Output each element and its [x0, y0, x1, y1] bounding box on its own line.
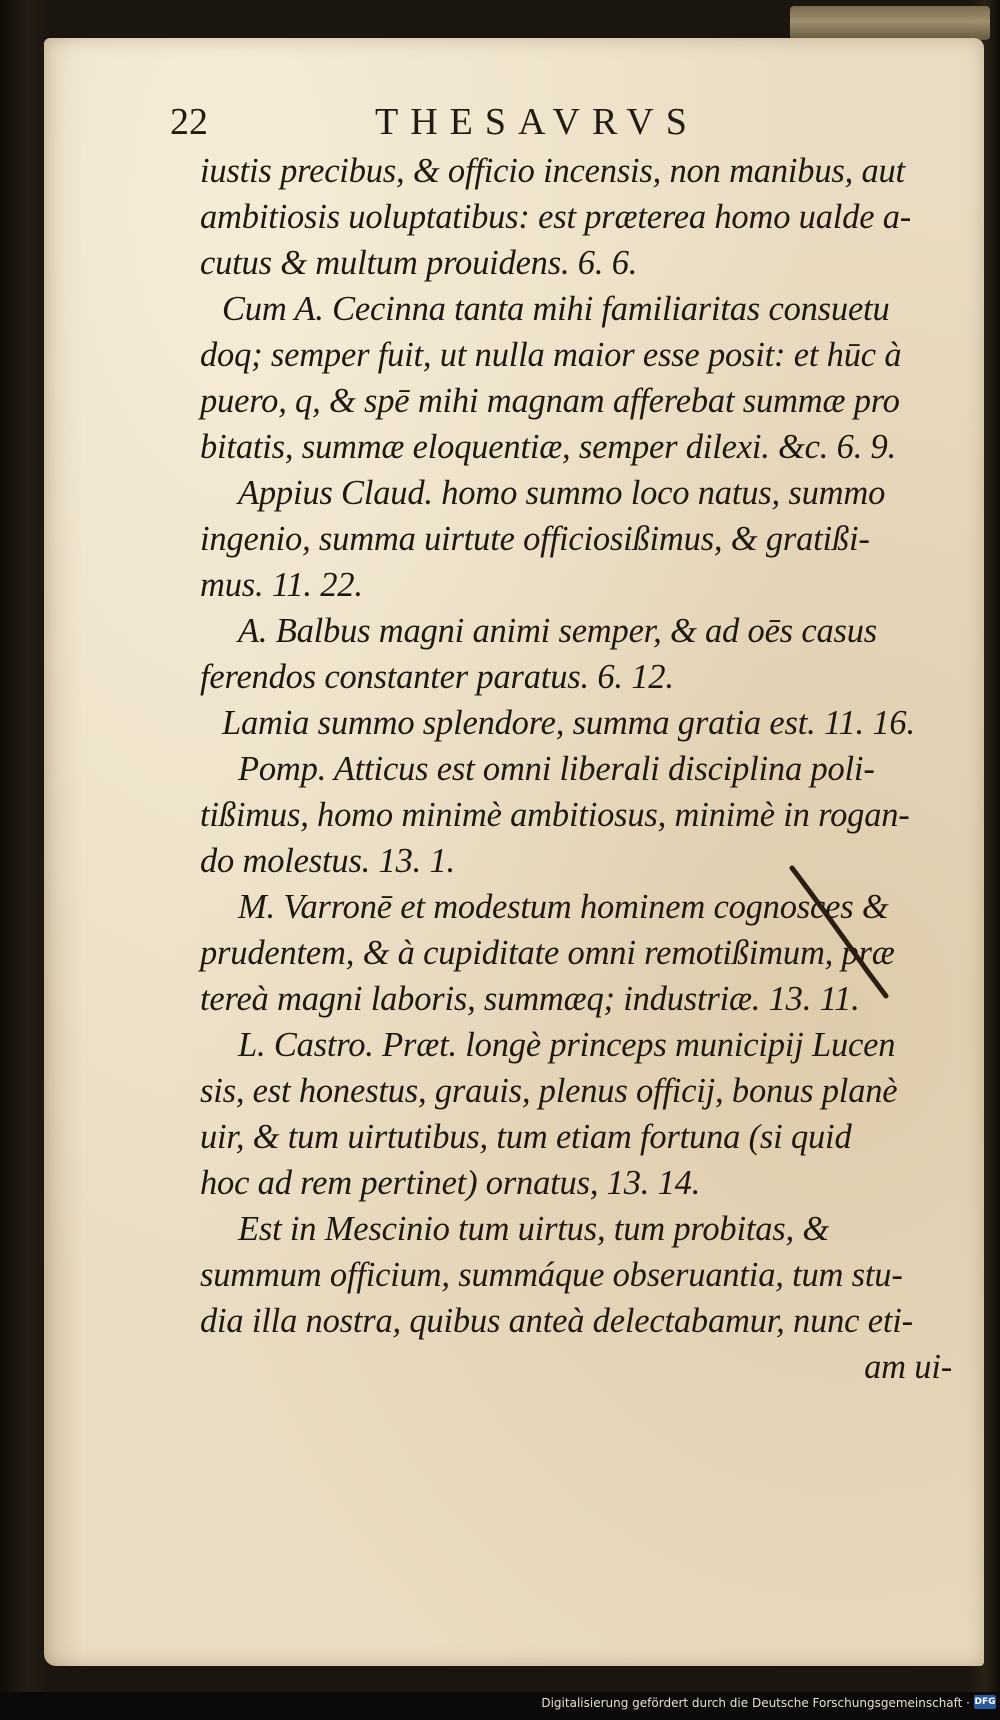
text-line: Pomp. Atticus est omni liberali disciplina poli-	[238, 750, 875, 788]
text-line: ferendos constanter paratus. 6. 12.	[200, 658, 674, 696]
text-line: Appius Claud. homo summo loco natus, summo	[238, 474, 886, 512]
book-edge	[790, 6, 990, 40]
running-title: THESAVRVS	[375, 101, 699, 143]
text-line: prudentem, & à cupiditate omni remotißimum, præ	[200, 934, 895, 972]
text-line: Lamia summo splendore, summa gratia est. 11. 16.	[222, 704, 915, 742]
text-line: do molestus. 13. 1.	[200, 842, 455, 880]
page-number: 22	[170, 101, 208, 143]
text-line: puero, q, & spē mihi magnam afferebat summæ pro	[200, 382, 900, 420]
text-line: L. Castro. Præt. longè princeps municipij Lucen	[238, 1026, 896, 1064]
text-line: uir, & tum uirtutibus, tum etiam fortuna (si quid	[200, 1118, 852, 1156]
dfg-logo: DFG	[974, 1697, 996, 1707]
text-line: tißimus, homo minimè ambitiosus, minimè in rogan-	[200, 796, 910, 834]
text-line: A. Balbus magni animi semper, & ad oēs casus	[238, 612, 878, 650]
text-line: ambitiosis uoluptatibus: est præterea homo ualde a-	[200, 198, 912, 236]
ink-stroke-mark	[788, 862, 898, 1002]
text-line: Cum A. Cecinna tanta mihi familiaritas consuetu	[222, 290, 890, 328]
footer-credit: Digitalisierung gefördert durch die Deutsche Forschungsgemeinschaft ·	[541, 1696, 970, 1710]
text-line: bitatis, summæ eloquentiæ, semper dilexi. &c. 6. 9.	[200, 428, 897, 466]
text-line: sis, est honestus, grauis, plenus officij, bonus planè	[200, 1072, 898, 1110]
page-text	[200, 148, 960, 1390]
text-line: doq; semper fuit, ut nulla maior esse posit: et hūc à	[200, 336, 902, 374]
text-line: mus. 11. 22.	[200, 566, 363, 604]
text-line: Est in Mescinio tum uirtus, tum probitas, &	[238, 1210, 830, 1248]
text-line: tereà magni laboris, summæq; industriæ. 13. 11.	[200, 980, 860, 1018]
text-line: cutus & multum prouidens. 6. 6.	[200, 244, 638, 282]
text-line: M. Varronē et modestum hominem cognosces &	[238, 888, 889, 926]
text-line: dia illa nostra, quibus anteà delectabamur, nunc eti-	[200, 1302, 913, 1340]
text-line: ingenio, summa uirtute officiosißimus, & gratißi-	[200, 520, 870, 558]
catchword: am ui-	[864, 1348, 952, 1386]
text-line: iustis precibus, & officio incensis, non manibus, aut	[200, 152, 905, 190]
text-line: summum officium, summáque obseruantia, tum stu-	[200, 1256, 903, 1294]
text-line: hoc ad rem pertinet) ornatus, 13. 14.	[200, 1164, 701, 1202]
